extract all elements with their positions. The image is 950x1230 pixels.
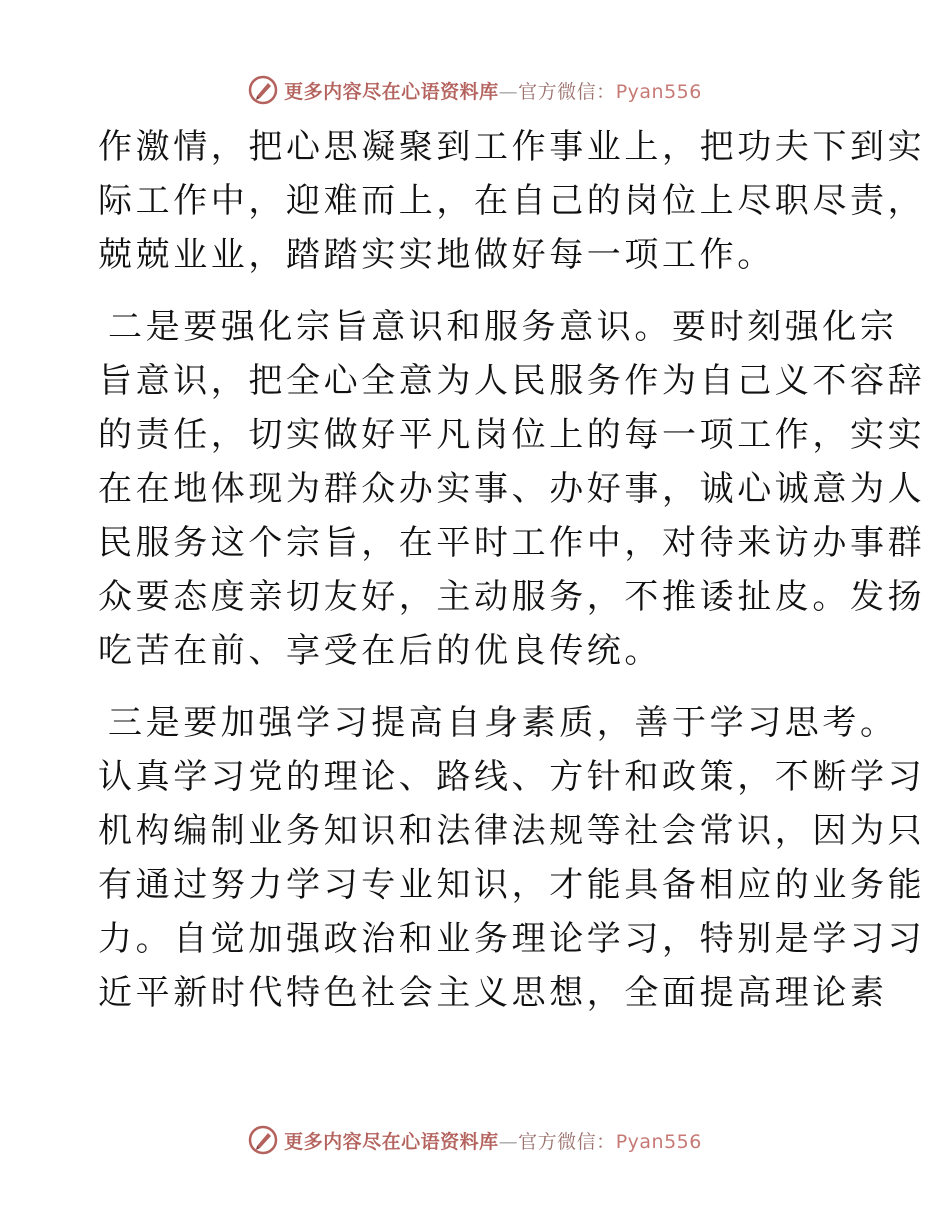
watermark-wechat-id: Pyan556 — [615, 80, 702, 103]
text-line: 旨意识，把全心全意为人民服务作为自己义不容辞 — [98, 361, 926, 401]
text-line: 机构编制业务知识和法律法规等社会常识，因为只 — [98, 811, 926, 851]
text-line: 兢兢业业，踏踏实实地做好每一项工作。 — [98, 235, 775, 275]
text-line: 众要态度亲切友好，主动服务，不推诿扯皮。发扬 — [98, 577, 926, 617]
text-line: 在在地体现为群众办实事、办好事，诚心诚意为人 — [98, 469, 926, 509]
document-body — [98, 120, 926, 1020]
text-line: 的责任，切实做好平凡岗位上的每一项工作，实实 — [98, 415, 926, 455]
paragraph-1 — [98, 120, 926, 282]
text-line: 有通过努力学习专业知识，才能具备相应的业务能 — [98, 865, 926, 905]
text-line: 认真学习党的理论、路线、方针和政策，不断学习 — [98, 757, 926, 797]
text-line: 二是要强化宗旨意识和服务意识。要时刻强化宗 — [108, 307, 898, 347]
paragraph-2 — [98, 300, 926, 678]
watermark-wechat-label: 官方微信： — [518, 80, 616, 103]
text-line: 民服务这个宗旨，在平时工作中，对待来访办事群 — [98, 523, 926, 563]
paragraph-3 — [98, 696, 926, 1020]
text-line: 三是要加强学习提高自身素质，善于学习思考。 — [108, 703, 898, 743]
text-line: 吃苦在前、享受在后的优良传统。 — [98, 631, 662, 671]
text-line: 作激情，把心思凝聚到工作事业上，把功夫下到实 — [98, 127, 926, 167]
watermark-dash: — — [498, 1130, 519, 1153]
footer-watermark — [0, 1120, 950, 1160]
watermark-site: 更多内容尽在心语资料库 — [284, 1130, 499, 1153]
watermark-text — [284, 77, 702, 104]
text-line: 际工作中，迎难而上，在自己的岗位上尽职尽责， — [98, 181, 926, 221]
text-line: 近平新时代特色社会主义思想，全面提高理论素 — [98, 973, 888, 1013]
watermark-wechat-label: 官方微信： — [518, 1130, 616, 1153]
text-line: 力。自觉加强政治和业务理论学习，特别是学习习 — [98, 919, 926, 959]
watermark-text — [284, 1127, 702, 1154]
watermark-dash: — — [498, 80, 519, 103]
pen-logo-icon — [248, 75, 278, 105]
watermark-site: 更多内容尽在心语资料库 — [284, 80, 499, 103]
watermark-wechat-id: Pyan556 — [615, 1130, 702, 1153]
pen-logo-icon — [248, 1125, 278, 1155]
header-watermark — [0, 70, 950, 110]
